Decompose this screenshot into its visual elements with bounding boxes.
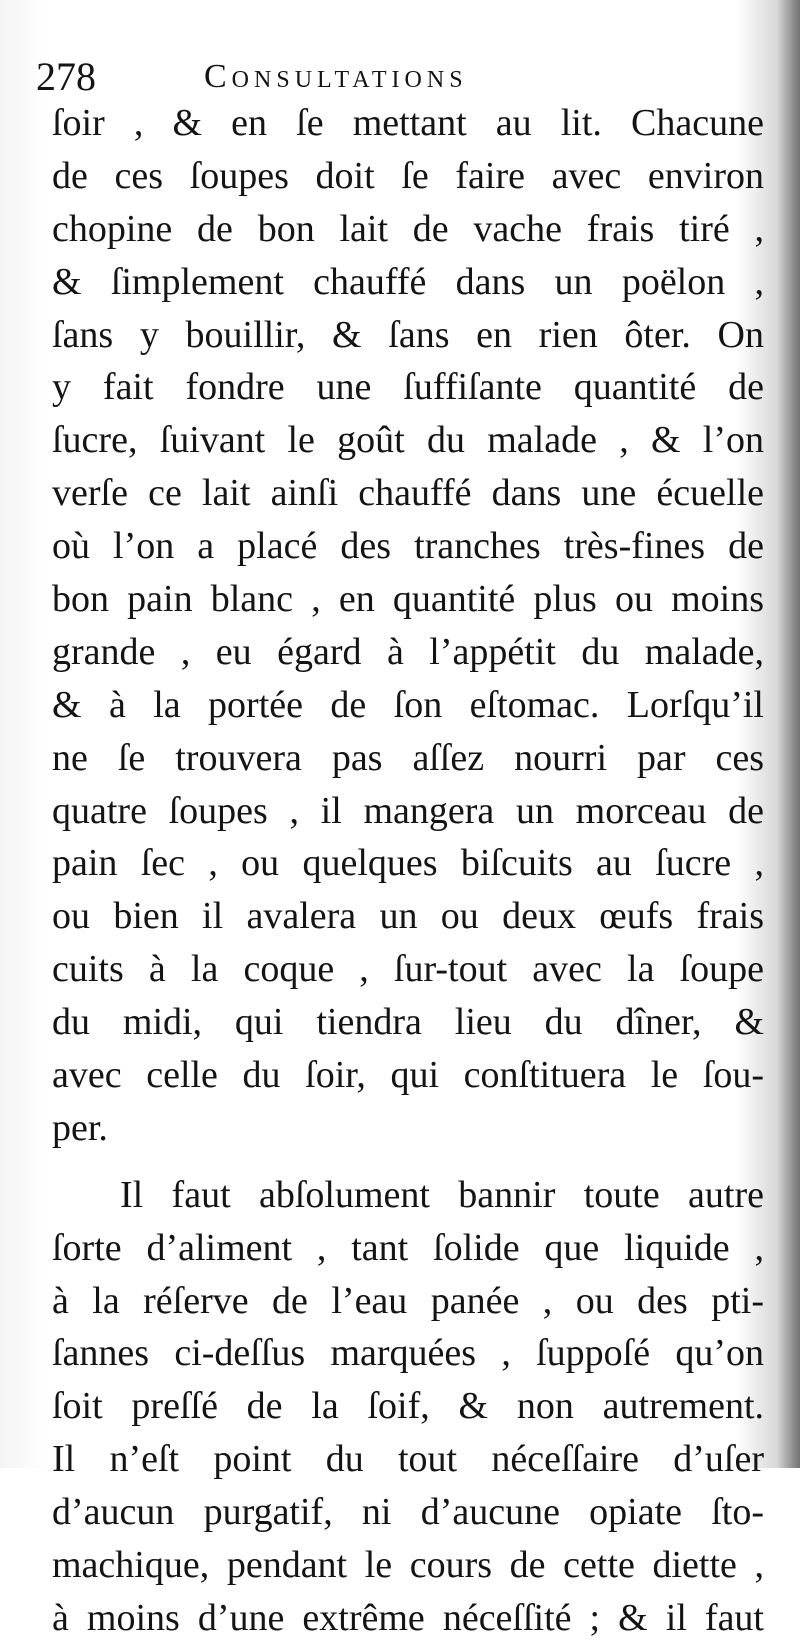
text-line: bon pain blanc , en quantité plus ou moins — [52, 578, 764, 621]
body-text — [52, 97, 764, 1645]
text-line: ſorte d’aliment , tant ſolide que liquide , — [52, 1226, 764, 1269]
page-number: 278 — [36, 54, 96, 99]
text-line: ne ſe trouvera pas aſſez nourri par ces — [52, 736, 764, 779]
text-line: ſans y bouillir, & ſans en rien ôter. On — [52, 313, 764, 356]
text-line: Il n’eſt point du tout néceſſaire d’uſer — [52, 1438, 764, 1481]
paragraph-2 — [52, 1169, 764, 1645]
page-edge-shadow — [778, 0, 800, 1468]
text-line: chopine de bon lait de vache frais tiré , — [52, 207, 764, 250]
paragraph-1 — [52, 97, 764, 1155]
text-line: où l’on a placé des tranches très-fines de — [52, 525, 764, 568]
text-line: d’aucun purgatif, ni d’aucune opiate ſto- — [52, 1491, 764, 1534]
text-line: y fait fondre une ſuffiſante quantité de — [52, 366, 764, 409]
text-line: machique, pendant le cours de cette diette , — [52, 1544, 764, 1587]
text-line: verſe ce lait ainſi chauffé dans une écuelle — [52, 472, 764, 515]
text-line: ou bien il avalera un ou deux œufs frais — [52, 895, 764, 938]
text-line: & ſimplement chauffé dans un poëlon , — [52, 260, 764, 303]
text-line: du midi, qui tiendra lieu du dîner, & — [52, 1001, 764, 1044]
text-line: ſoir , & en ſe mettant au lit. Chacune — [52, 102, 764, 144]
running-head: Consultations — [204, 58, 468, 95]
text-line: de ces ſoupes doit ſe faire avec environ — [52, 154, 764, 197]
text-line: ſoit preſſé de la ſoif, & non autrement. — [52, 1385, 764, 1428]
text-line: pain ſec , ou quelques biſcuits au ſucre , — [52, 842, 764, 885]
text-line: à la réſerve de l’eau panée , ou des pti- — [52, 1279, 764, 1322]
text-line: ſucre, ſuivant le goût du malade , & l’on — [52, 419, 764, 462]
text-line: per. — [52, 1106, 108, 1149]
text-line: à moins d’une extrême néceſſité ; & il faut — [52, 1596, 764, 1639]
text-line: avec celle du ſoir, qui conſtituera le ſou- — [52, 1054, 764, 1097]
text-line: cuits à la coque , ſur-tout avec la ſoupe — [52, 948, 764, 991]
text-line: grande , eu égard à l’appétit du malade, — [52, 630, 764, 673]
text-line: quatre ſoupes , il mangera un morceau de — [52, 789, 764, 832]
page-header — [36, 52, 596, 102]
text-line: & à la portée de ſon eſtomac. Lorſqu’il — [52, 683, 764, 726]
text-line: Il faut abſolument bannir toute autre — [120, 1173, 764, 1216]
text-line: ſannes ci-deſſus marquées , ſuppoſé qu’on — [52, 1332, 764, 1375]
